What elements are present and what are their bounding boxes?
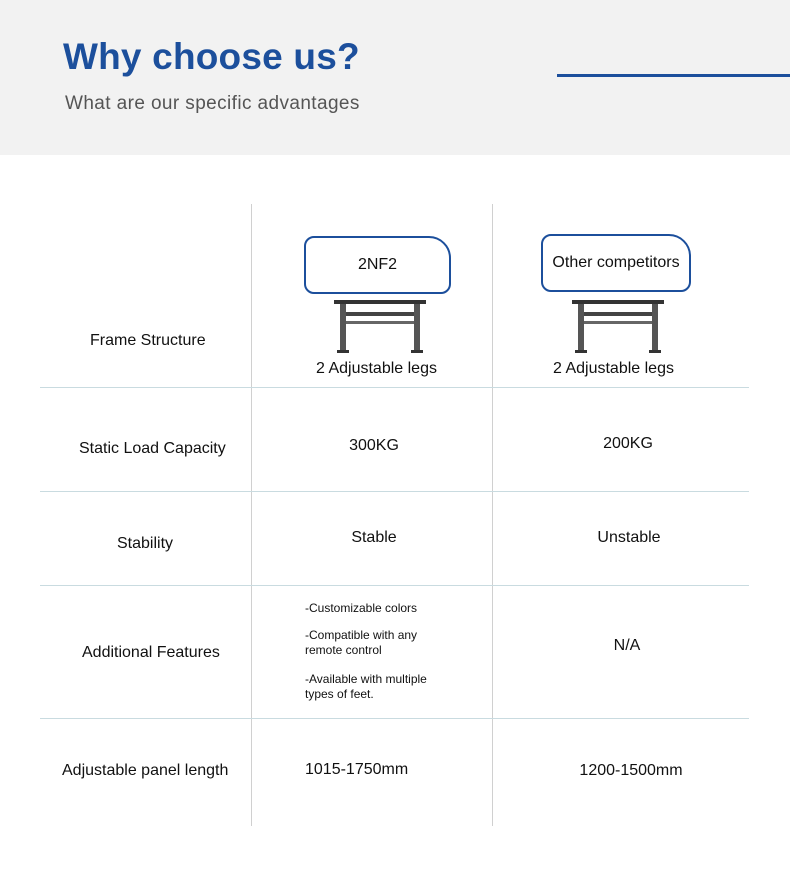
desk-frame-competitors-icon (568, 296, 668, 356)
stability-ours: Stable (351, 529, 397, 546)
row-label-stability: Stability (117, 535, 174, 552)
feature-item: -Compatible with any remote control (305, 628, 418, 657)
header-band (0, 0, 790, 155)
panel-length-competitors: 1200-1500mm (579, 762, 683, 779)
feature-item: -Available with multiple types of feet. (305, 672, 427, 701)
panel-length-ours: 1015-1750mm (305, 761, 409, 778)
column-header-competitors-label: Other competitors (552, 254, 680, 271)
column-header-ours-label: 2NF2 (357, 256, 398, 273)
column-header-competitors (541, 234, 691, 292)
page-subtitle: What are our specific advantages (65, 93, 360, 114)
row-divider-2 (40, 491, 749, 492)
title-accent-line (557, 74, 790, 77)
load-capacity-ours: 300KG (349, 437, 399, 454)
column-header-ours (304, 236, 451, 294)
row-label-static-load-capacity: Static Load Capacity (79, 440, 226, 457)
additional-features-competitors: N/A (613, 637, 641, 654)
row-label-frame-structure: Frame Structure (90, 332, 206, 349)
desk-frame-ours-icon (330, 296, 430, 356)
column-divider-1 (251, 204, 252, 826)
legs-label-competitors: 2 Adjustable legs (553, 360, 674, 377)
row-divider-4 (40, 718, 749, 719)
row-label-adjustable-panel-length: Adjustable panel length (62, 762, 229, 779)
row-divider-1 (40, 387, 749, 388)
page-title: Why choose us? (63, 36, 360, 77)
row-label-additional-features: Additional Features (82, 644, 220, 661)
legs-label-ours: 2 Adjustable legs (316, 360, 437, 377)
column-divider-2 (492, 204, 493, 826)
stability-competitors: Unstable (597, 529, 661, 546)
row-divider-3 (40, 585, 749, 586)
feature-item: -Customizable colors (305, 601, 418, 615)
load-capacity-competitors: 200KG (603, 435, 653, 452)
